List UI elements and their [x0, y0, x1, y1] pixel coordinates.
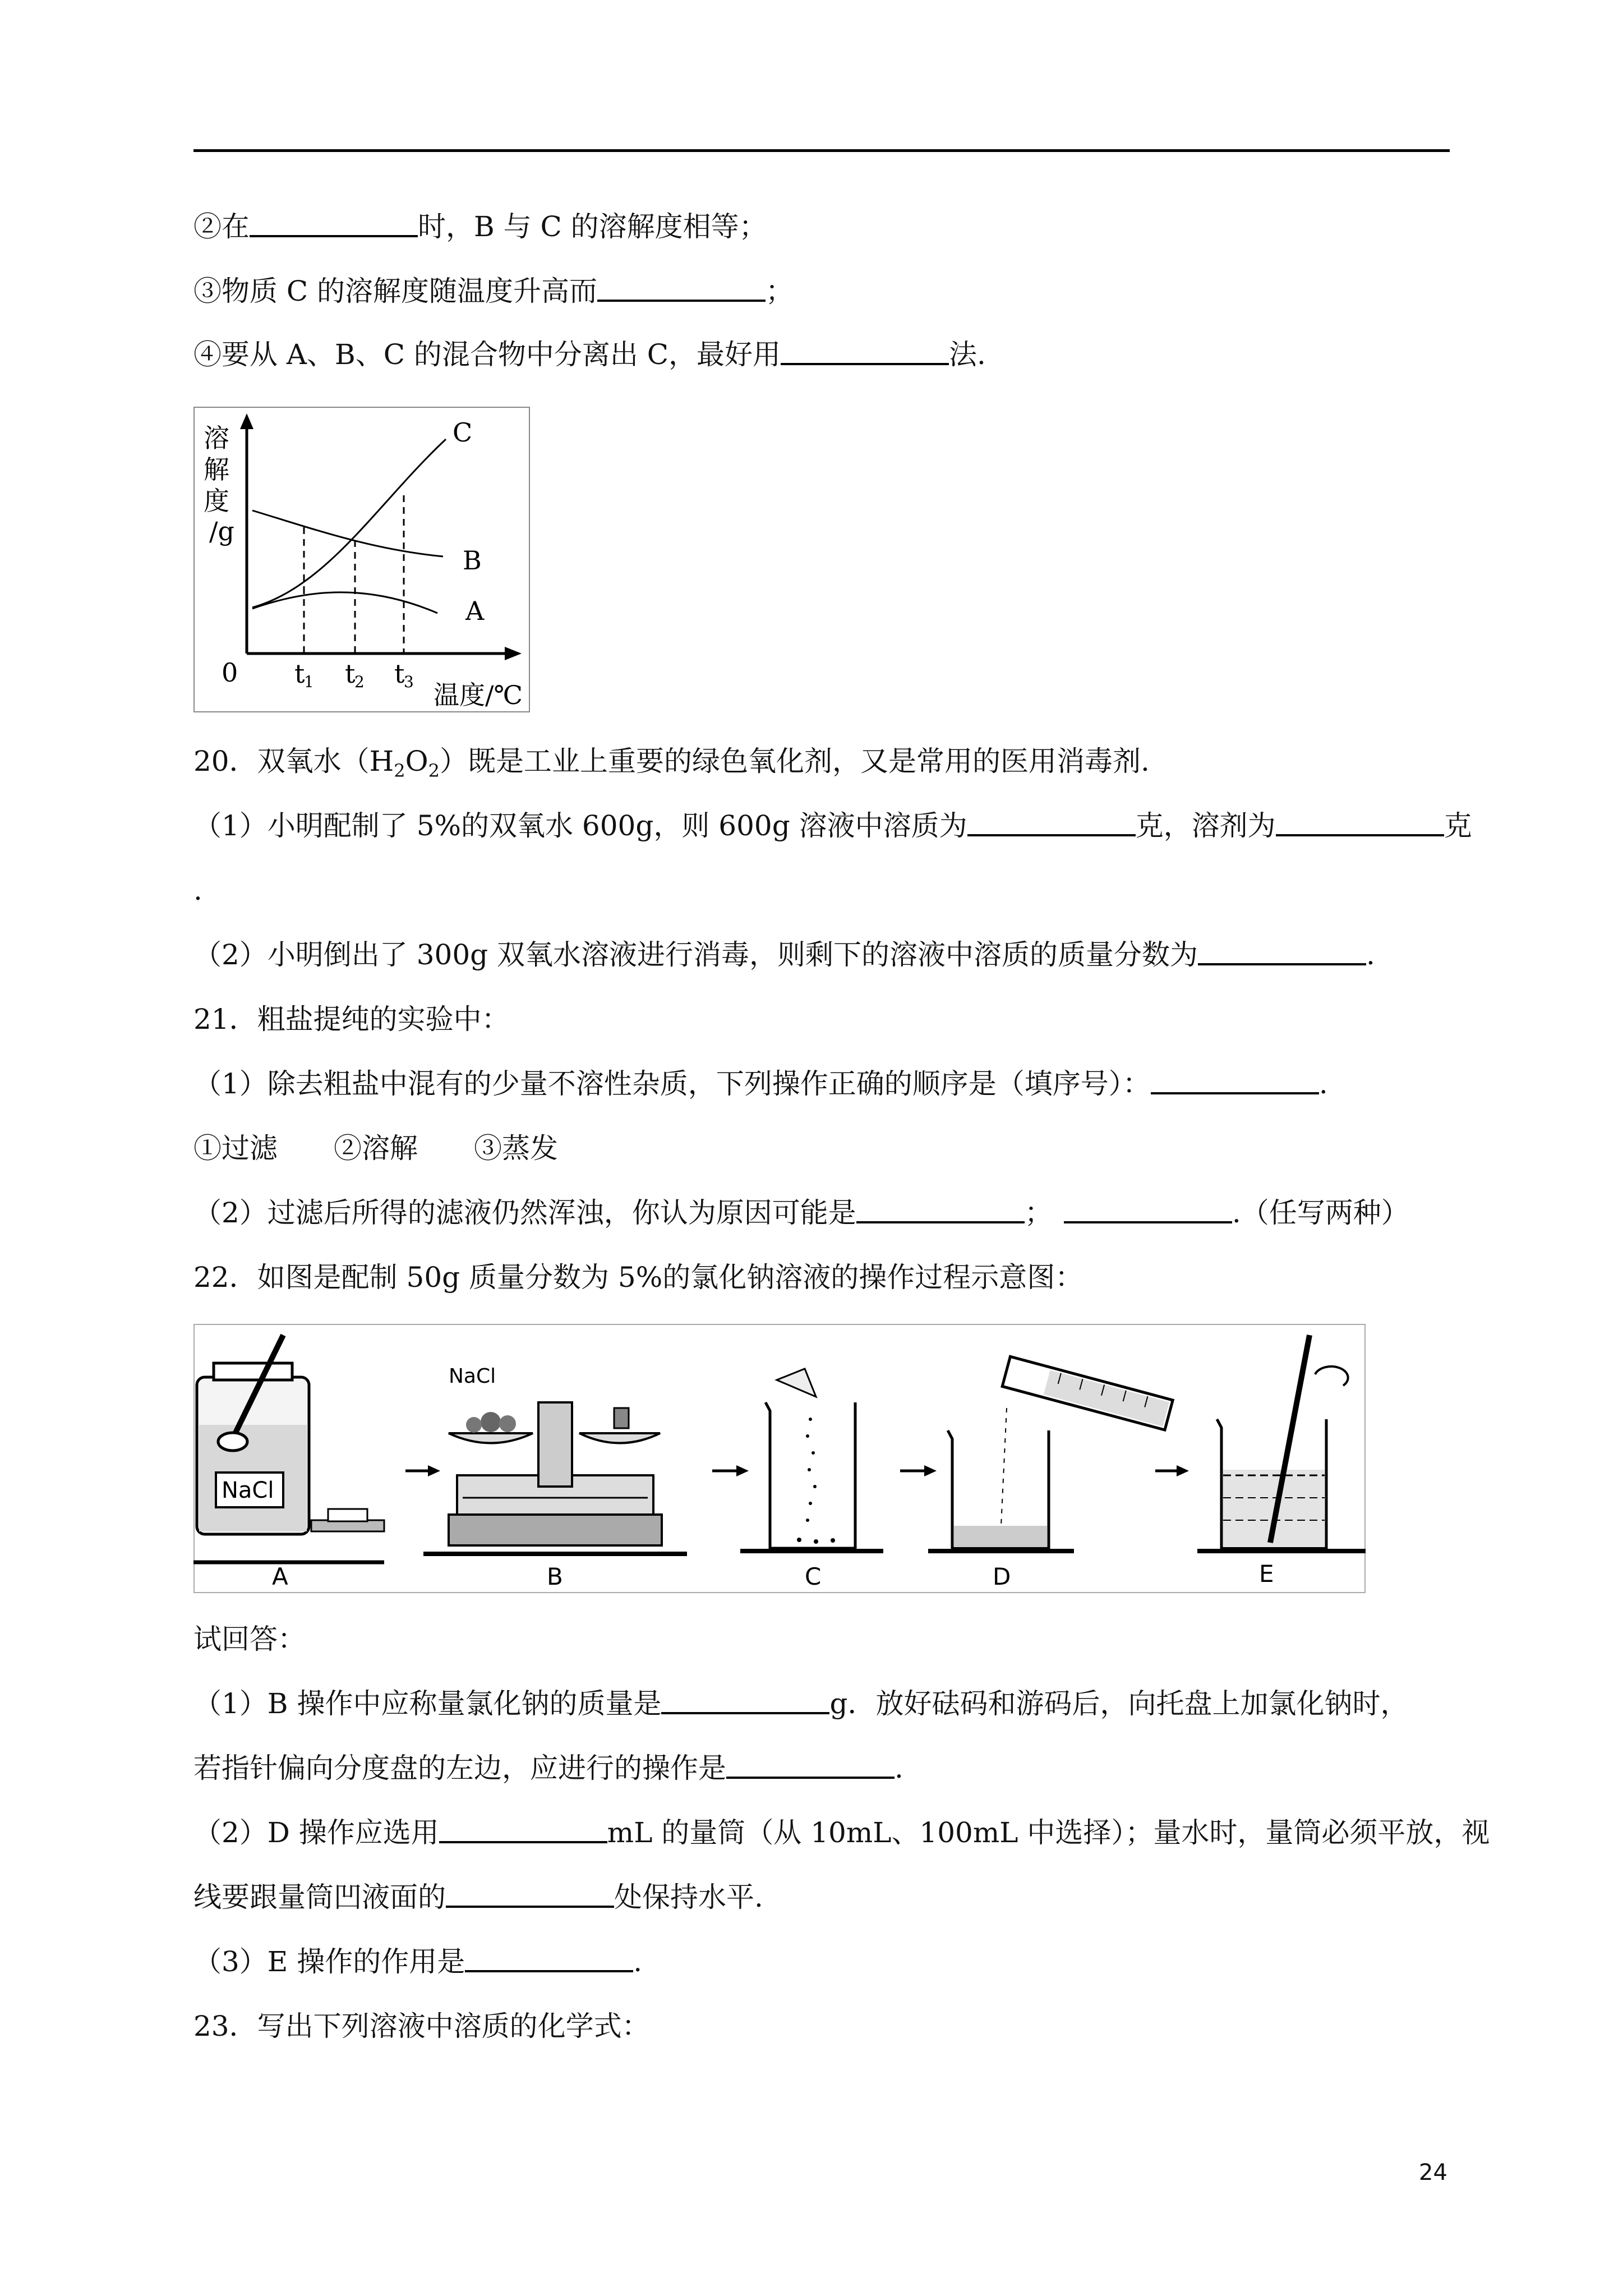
label-c: C: [453, 417, 473, 448]
ylabel-3: 度: [204, 486, 229, 516]
text: ）既是工业上重要的绿色氧化剂，又是常用的医用消毒剂.: [439, 745, 1150, 777]
q22-part-1b: [193, 1750, 903, 1786]
y-axis-arrow: [240, 413, 253, 429]
q20-part-1: [193, 808, 1472, 844]
answer-blank[interactable]: [967, 809, 1136, 836]
curve-a: [252, 592, 437, 613]
text: （3）E 操作的作用是: [193, 1945, 465, 1978]
q21-title: 21．粗盐提纯的实验中：: [193, 1003, 510, 1036]
text: 法.: [949, 338, 986, 371]
header-rule: [193, 149, 1450, 152]
arrow-3: [900, 1465, 937, 1476]
q21-options: ①过滤 ②溶解 ③蒸发: [193, 1132, 558, 1165]
text: 处保持水平.: [614, 1881, 763, 1913]
q22-title: 22．如图是配制 50g 质量分数为 5%的氯化钠溶液的操作过程示意图：: [193, 1261, 1083, 1294]
label-b: B: [463, 545, 482, 576]
answer-blank[interactable]: [446, 1881, 614, 1908]
text: .: [633, 1945, 643, 1978]
label-a: A: [465, 596, 485, 626]
tick-t3-sub: 3: [404, 673, 414, 691]
answer-blank[interactable]: [1276, 809, 1444, 836]
curve-b: [252, 510, 443, 556]
text: （2）过滤后所得的滤液仍然浑浊，你认为原因可能是: [193, 1197, 856, 1229]
balance-salt-label: NaCl: [449, 1365, 496, 1388]
text: .: [1318, 1068, 1328, 1100]
x-axis-arrow: [505, 647, 522, 660]
subscript: 2: [428, 760, 440, 781]
q19-line-2: [193, 209, 767, 245]
text: （2）D 操作应选用: [193, 1816, 439, 1849]
answer-blank[interactable]: [465, 1945, 633, 1972]
q23-title: 23．写出下列溶液中溶质的化学式：: [193, 2010, 650, 2042]
arrow-4: [1155, 1465, 1189, 1476]
q19-line-4: [193, 337, 986, 372]
text: .: [895, 1752, 903, 1784]
q21-part-2: [193, 1195, 1409, 1231]
text: 克: [1444, 809, 1472, 842]
text: mL 的量筒（从 10mL、100mL 中选择）；量水时，量筒必须平放，视: [607, 1816, 1490, 1849]
q22-part-2b: [193, 1879, 763, 1915]
answer-blank[interactable]: [597, 275, 766, 302]
tick-t2-sub: 2: [354, 673, 365, 691]
procedure-figure: [193, 1324, 1366, 1593]
text: （1）B 操作中应称量氯化钠的质量是: [193, 1687, 662, 1720]
q20-part-2: [193, 937, 1375, 973]
subscript: 2: [394, 760, 405, 781]
answer-blank[interactable]: [856, 1197, 1025, 1223]
text: 20．双氧水（H: [193, 745, 394, 777]
page-number: 24: [1419, 2160, 1447, 2185]
tick-t1-sub: 1: [304, 673, 314, 691]
tick-t1: t: [294, 659, 305, 689]
answer-blank[interactable]: [1064, 1197, 1232, 1223]
step-b-balance: [449, 1365, 662, 1545]
text: （1）除去粗盐中混有的少量不溶性杂质，下列操作正确的顺序是（填序号）：: [193, 1068, 1151, 1100]
text: O: [405, 745, 428, 777]
answer-blank[interactable]: [1198, 938, 1366, 965]
curve-c: [252, 439, 446, 608]
ylabel-1: 溶: [204, 423, 229, 453]
answer-blank[interactable]: [661, 1687, 829, 1714]
text: ③物质 C 的溶解度随温度升高而: [193, 275, 598, 307]
text: .（任写两种）: [1232, 1197, 1409, 1229]
text: ②在: [193, 210, 250, 243]
ylabel-2: 解: [204, 454, 229, 485]
origin-label: 0: [222, 657, 238, 688]
q20-title: [193, 743, 1150, 789]
label-step-e: E: [1259, 1560, 1274, 1588]
text: （1）小明配制了 5%的双氧水 600g，则 600g 溶液中溶质为: [193, 809, 967, 842]
text: ④要从 A、B、C 的混合物中分离出 C，最好用: [193, 338, 781, 371]
arrow-2: [712, 1465, 749, 1476]
q22-part-2a: [193, 1815, 1490, 1851]
label-step-b: B: [547, 1563, 563, 1590]
step-a-bottle: [197, 1335, 384, 1534]
text: g．放好砝码和游码后，向托盘上加氯化钠时，: [829, 1687, 1409, 1720]
text: .: [1366, 938, 1375, 971]
q20-part-1-dot: .: [193, 874, 202, 907]
step-c-beaker: [766, 1369, 855, 1548]
answer-blank[interactable]: [781, 338, 949, 365]
text: 克，溶剂为: [1135, 809, 1276, 842]
q19-line-3: [193, 273, 794, 309]
arrow-1: [405, 1465, 440, 1476]
q22-part-3: [193, 1944, 642, 1980]
q22-part-1a: [193, 1686, 1408, 1722]
q22-ask: 试回答：: [193, 1623, 306, 1655]
ylabel-4: /g: [209, 516, 234, 546]
text: （2）小明倒出了 300g 双氧水溶液进行消毒，则剩下的溶液中溶质的质量分数为: [193, 938, 1198, 971]
step-d-pour: [948, 1356, 1173, 1548]
answer-blank[interactable]: [250, 210, 418, 237]
label-step-a: A: [272, 1563, 288, 1590]
label-step-d: D: [993, 1563, 1011, 1590]
step-e-stir: [1217, 1335, 1348, 1548]
text: 若指针偏向分度盘的左边，应进行的操作是: [193, 1752, 726, 1784]
answer-blank[interactable]: [1151, 1068, 1319, 1094]
answer-blank[interactable]: [439, 1816, 607, 1843]
answer-blank[interactable]: [726, 1752, 895, 1779]
tick-t3: t: [394, 659, 405, 689]
solubility-graph: [193, 407, 530, 712]
q21-part-1: [193, 1066, 1328, 1102]
bottle-label: NaCl: [222, 1478, 274, 1503]
tick-t2: t: [345, 659, 356, 689]
label-step-c: C: [805, 1563, 822, 1590]
text: ；: [1024, 1197, 1053, 1229]
text: 时，B 与 C 的溶解度相等；: [418, 210, 767, 243]
text: 线要跟量筒凹液面的: [193, 1881, 446, 1913]
xlabel: 温度/℃: [434, 680, 523, 710]
text: ；: [766, 275, 794, 307]
